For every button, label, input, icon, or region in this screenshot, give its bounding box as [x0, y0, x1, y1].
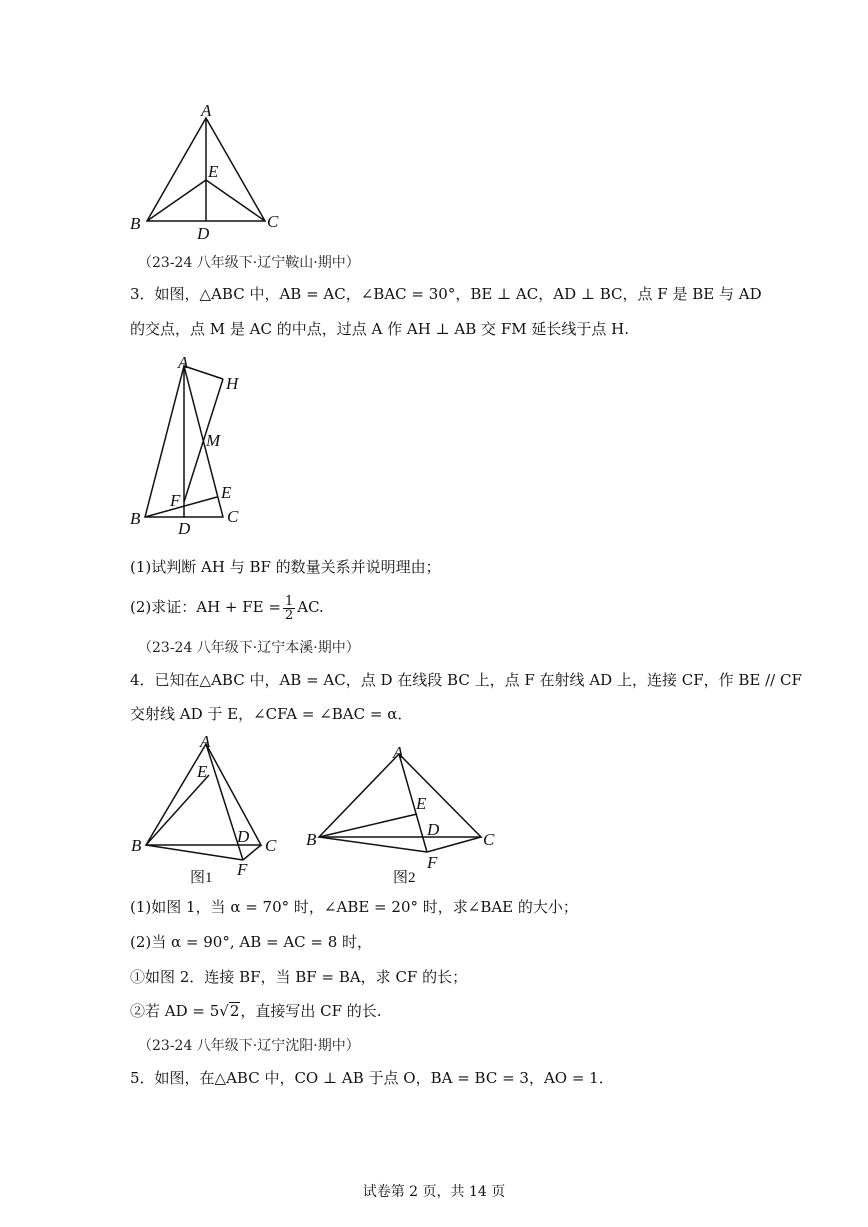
label-c: C	[227, 507, 239, 526]
problem-5-line-1: 5．如图，在△ABC 中，CO ⊥ AB 于点 O，BA = BC = 3，AO = 1．	[130, 1069, 614, 1087]
label-a: A	[393, 743, 404, 762]
segment-be	[319, 814, 417, 837]
problem-4-subquestion-1: ①如图 2．连接 BF，当 BF = BA，求 CF 的长；	[130, 968, 468, 986]
label-e: E	[208, 162, 219, 181]
problem-4-question-2: (2)当 α = 90°, AB = AC = 8 时，	[130, 933, 373, 951]
label-d: D	[197, 224, 210, 243]
problem-3-question-1: (1)试判断 AH 与 BF 的数量关系并说明理由；	[130, 558, 441, 576]
label-d: D	[237, 827, 250, 846]
q2-prefix: (2)求证：AH + FE =	[130, 598, 281, 616]
source-note: （23-24 八年级下·辽宁本溪·期中）	[138, 640, 360, 656]
label-b: B	[131, 836, 142, 855]
figure-problem-3	[125, 352, 255, 542]
label-f: F	[427, 853, 438, 872]
segment-be	[146, 775, 209, 845]
label-h: H	[226, 374, 239, 393]
label-e: E	[197, 762, 208, 781]
fraction-denominator: 2	[284, 607, 294, 623]
label-m: M	[206, 431, 221, 450]
label-a: A	[178, 353, 189, 372]
label-f: F	[237, 860, 248, 879]
sub2-prefix: ②若 AD = 5	[130, 1002, 220, 1020]
label-e: E	[221, 483, 232, 502]
label-b: B	[130, 509, 141, 528]
triangle-abc	[319, 754, 481, 837]
q2-suffix: AC.	[297, 598, 324, 616]
sqrt-expression	[219, 1001, 240, 1021]
label-d: D	[178, 519, 191, 538]
problem-4-line-2: 交射线 AD 于 E，∠CFA = ∠BAC = α．	[130, 705, 413, 723]
page-footer: 试卷第 2 页，共 14 页	[362, 1184, 506, 1200]
fraction-numerator: 1	[284, 593, 294, 609]
segment-ah	[184, 366, 223, 379]
figure-problem-4-fig1	[125, 730, 290, 890]
caption-figure-1: 图1	[190, 870, 213, 886]
segment-bf	[146, 845, 243, 860]
problem-4-subquestion-2	[130, 1001, 382, 1021]
radicand: 2	[229, 1002, 240, 1020]
label-c: C	[267, 212, 279, 231]
problem-3-line-1: 3．如图，△ABC 中，AB = AC，∠BAC = 30°，BE ⊥ AC，AD ⊥ BC，点 F 是 BE 与 AD	[130, 285, 762, 303]
caption-figure-2: 图2	[393, 870, 416, 886]
source-note: （23-24 八年级下·辽宁鞍山·期中）	[138, 255, 360, 271]
label-c: C	[265, 836, 277, 855]
label-a: A	[200, 732, 211, 751]
label-b: B	[130, 214, 141, 233]
segment-cf	[243, 845, 261, 860]
segment-be	[145, 497, 217, 517]
label-f: F	[170, 491, 181, 510]
label-b: B	[306, 830, 317, 849]
sub2-suffix: ，直接写出 CF 的长.	[240, 1002, 382, 1020]
problem-4-question-1: (1)如图 1，当 α = 70° 时，∠ABE = 20° 时，求∠BAE 的大小；	[130, 898, 578, 916]
segment-be	[147, 180, 206, 221]
segment-cf	[427, 837, 481, 852]
source-note: （23-24 八年级下·辽宁沈阳·期中）	[138, 1038, 360, 1054]
label-d: D	[427, 820, 440, 839]
figure-triangle-abc-e	[125, 100, 295, 245]
figure-problem-4-fig2	[305, 742, 505, 887]
problem-4-line-1: 4．已知在△ABC 中，AB = AC，点 D 在线段 BC 上，点 F 在射线 AD 上，连接 CF，作 BE // CF	[130, 671, 802, 689]
segment-ce	[206, 180, 265, 221]
label-a: A	[201, 101, 212, 120]
problem-3-line-2: 的交点，点 M 是 AC 的中点，过点 A 作 AH ⊥ AB 交 FM 延长线于点 H.	[130, 320, 629, 338]
fraction-one-half	[283, 595, 295, 622]
label-e: E	[416, 794, 427, 813]
label-c: C	[483, 830, 495, 849]
radical-sign: √	[219, 1002, 229, 1020]
problem-3-question-2	[130, 594, 324, 622]
segment-bf	[319, 837, 427, 852]
